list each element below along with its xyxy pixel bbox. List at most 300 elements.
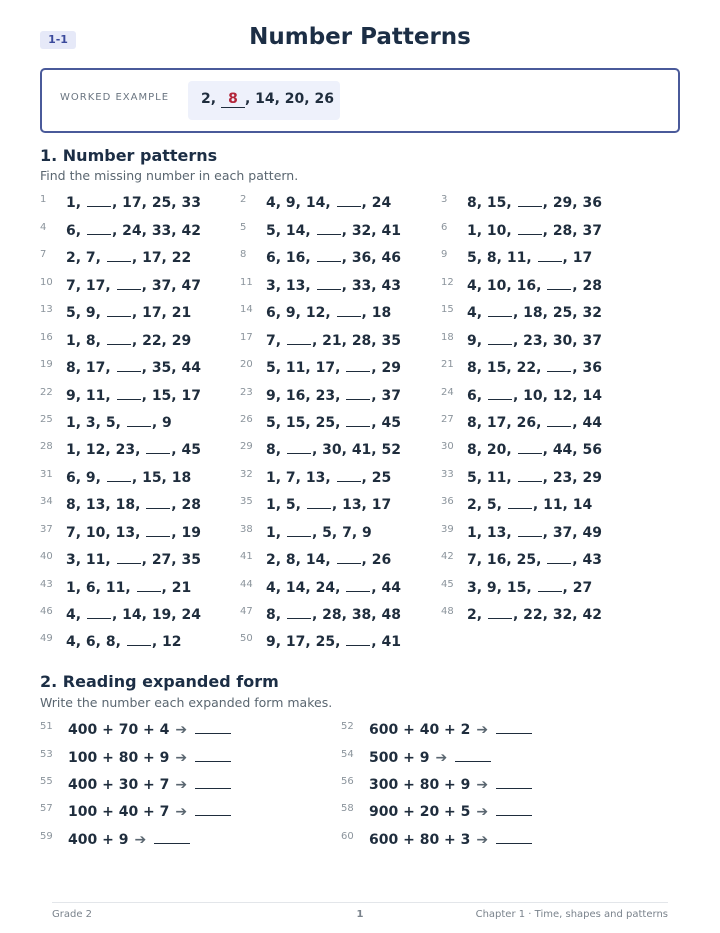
pattern-start: 2, (467, 607, 483, 623)
pattern-start: 4, (66, 607, 82, 623)
item-number: 55 (40, 776, 53, 787)
item-number: 19 (40, 359, 53, 370)
arrow-right-icon: ➔ (175, 804, 188, 820)
item-number: 5 (240, 222, 247, 233)
pattern-end: 30, 41, 52 (322, 442, 401, 458)
item-number: 31 (40, 469, 53, 480)
answer-blank[interactable] (317, 250, 341, 262)
item-number: 37 (40, 524, 53, 535)
pattern-end: 41 (381, 634, 401, 650)
pattern-sequence: 6, , 10, 12, 14 (467, 388, 602, 404)
pattern-end: 28 (181, 497, 201, 513)
pattern-start: 5, 8, 11, (467, 250, 532, 266)
footer-chapter: Chapter 1 · Time, shapes and patterns (475, 909, 668, 920)
answer-blank[interactable] (518, 195, 542, 207)
item-number: 22 (40, 387, 53, 398)
answer-blank[interactable] (287, 442, 311, 454)
item-number: 50 (240, 633, 253, 644)
answer-blank[interactable] (127, 634, 151, 646)
answer-blank[interactable] (488, 305, 512, 317)
example-after: , 14, 20, 26 (244, 91, 334, 107)
item-number: 12 (441, 277, 454, 288)
arrow-right-icon: ➔ (435, 750, 448, 766)
arrow-right-icon: ➔ (175, 750, 188, 766)
answer-blank[interactable] (508, 497, 532, 509)
pattern-sequence: 8, 13, 18, , 28 (66, 497, 201, 513)
answer-blank[interactable] (496, 832, 532, 844)
pattern-start: 7, 17, (66, 278, 111, 294)
arrow-right-icon: ➔ (476, 832, 489, 848)
expanded-form (369, 832, 532, 848)
answer-blank[interactable] (337, 195, 361, 207)
pattern-start: 7, 16, 25, (467, 552, 542, 568)
pattern-sequence: 1, 5, , 13, 17 (266, 497, 392, 513)
section-2-title: 2. Reading expanded form (40, 672, 279, 691)
pattern-start: 8, 17, (66, 360, 111, 376)
pattern-start: 6, (66, 223, 82, 239)
pattern-start: 1, 8, (66, 333, 101, 349)
item-number: 38 (240, 524, 253, 535)
pattern-start: 8, 15, (467, 195, 512, 211)
answer-blank[interactable] (195, 804, 231, 816)
section-1-title: 1. Number patterns (40, 146, 218, 165)
item-number: 44 (240, 579, 253, 590)
answer-blank[interactable] (337, 470, 361, 482)
pattern-start: 5, 11, 17, (266, 360, 341, 376)
pattern-end: 22, 29 (142, 333, 192, 349)
item-number: 42 (441, 551, 454, 562)
item-number: 16 (40, 332, 53, 343)
pattern-end: 44, 56 (552, 442, 602, 458)
arrow-right-icon: ➔ (175, 777, 188, 793)
item-number: 35 (240, 496, 253, 507)
item-number: 54 (341, 749, 354, 760)
pattern-start: 5, 9, (66, 305, 101, 321)
pattern-end: 44 (381, 580, 401, 596)
item-number: 7 (40, 249, 47, 260)
answer-blank[interactable] (547, 360, 571, 372)
expanded-form (68, 777, 231, 793)
pattern-end: 15, 18 (142, 470, 192, 486)
answer-blank[interactable] (137, 580, 161, 592)
pattern-end: 14, 19, 24 (122, 607, 201, 623)
item-number: 17 (240, 332, 253, 343)
item-number: 24 (441, 387, 454, 398)
expanded-form (369, 777, 532, 793)
pattern-sequence: 2, 5, , 11, 14 (467, 497, 593, 513)
pattern-end: 44 (582, 415, 602, 431)
pattern-end: 17, 21 (142, 305, 192, 321)
answer-blank[interactable] (518, 470, 542, 482)
pattern-start: 2, 7, (66, 250, 101, 266)
pattern-sequence: 8, 20, , 44, 56 (467, 442, 602, 458)
item-number: 57 (40, 803, 53, 814)
item-number: 60 (341, 831, 354, 842)
pattern-sequence: 1, 3, 5, , 9 (66, 415, 172, 431)
pattern-start: 9, (467, 333, 483, 349)
answer-blank[interactable] (117, 278, 141, 290)
pattern-start: 6, 9, 12, (266, 305, 331, 321)
pattern-start: 8, 13, 18, (66, 497, 141, 513)
item-number: 33 (441, 469, 454, 480)
pattern-end: 29 (381, 360, 401, 376)
expanded-form (369, 750, 491, 766)
pattern-end: 28, 38, 48 (322, 607, 401, 623)
pattern-start: 1, 13, (467, 525, 512, 541)
answer-blank[interactable] (496, 777, 532, 789)
pattern-end: 21 (171, 580, 192, 596)
item-number: 48 (441, 606, 454, 617)
pattern-start: 4, 9, 14, (266, 195, 331, 211)
pattern-sequence: 1, 13, , 37, 49 (467, 525, 602, 541)
pattern-end: 43 (582, 552, 602, 568)
pattern-end: 18, 25, 32 (523, 305, 602, 321)
answer-blank[interactable] (317, 278, 341, 290)
answer-blank[interactable] (496, 804, 532, 816)
item-number: 29 (240, 441, 253, 452)
answer-blank[interactable] (488, 333, 512, 345)
pattern-sequence: 5, 11, , 23, 29 (467, 470, 602, 486)
expanded-form (68, 750, 231, 766)
pattern-sequence: 2, , 22, 32, 42 (467, 607, 602, 623)
arrow-right-icon: ➔ (175, 722, 188, 738)
pattern-end: 17 (572, 250, 593, 266)
pattern-start: 2, 8, 14, (266, 552, 331, 568)
pattern-end: 5, 7, 9 (322, 525, 372, 541)
expanded-form (369, 722, 532, 738)
pattern-start: 5, 11, (467, 470, 512, 486)
pattern-start: 3, 11, (66, 552, 111, 568)
item-number: 59 (40, 831, 53, 842)
pattern-sequence: 7, 10, 13, , 19 (66, 525, 201, 541)
answer-blank[interactable] (346, 580, 370, 592)
answer-blank[interactable] (146, 442, 170, 454)
answer-blank[interactable] (146, 525, 170, 537)
pattern-end: 35, 44 (151, 360, 201, 376)
item-number: 20 (240, 359, 253, 370)
pattern-end: 11, 14 (543, 497, 593, 513)
answer-blank[interactable] (496, 722, 532, 734)
example-before: 2, (201, 91, 221, 107)
pattern-sequence: 1, 6, 11, , 21 (66, 580, 192, 596)
pattern-start: 5, 15, 25, (266, 415, 341, 431)
pattern-end: 27, 35 (151, 552, 201, 568)
pattern-end: 10, 12, 14 (523, 388, 602, 404)
pattern-sequence: 3, 13, , 33, 43 (266, 278, 401, 294)
pattern-sequence: 3, 9, 15, , 27 (467, 580, 593, 596)
arrow-right-icon: ➔ (476, 804, 489, 820)
pattern-sequence: 9, 17, 25, , 41 (266, 634, 401, 650)
item-number: 26 (240, 414, 253, 425)
example-answer: 8 (221, 91, 245, 108)
pattern-end: 24, 33, 42 (122, 223, 201, 239)
answer-blank[interactable] (195, 777, 231, 789)
pattern-end: 37, 49 (552, 525, 602, 541)
pattern-end: 25 (371, 470, 392, 486)
footer-divider (52, 902, 668, 903)
expanded-form (68, 722, 231, 738)
item-number: 14 (240, 304, 253, 315)
answer-blank[interactable] (107, 305, 131, 317)
pattern-start: 3, 13, (266, 278, 311, 294)
pattern-sequence: 8, 15, 22, , 36 (467, 360, 602, 376)
pattern-sequence: 3, 11, , 27, 35 (66, 552, 201, 568)
lesson-badge: 1-1 (40, 31, 76, 49)
pattern-end: 12 (162, 634, 182, 650)
answer-blank[interactable] (538, 580, 562, 592)
answer-blank[interactable] (117, 388, 141, 400)
pattern-sequence: 5, 9, , 17, 21 (66, 305, 192, 321)
pattern-end: 26 (371, 552, 392, 568)
item-number: 43 (40, 579, 53, 590)
pattern-sequence: 9, , 23, 30, 37 (467, 333, 602, 349)
pattern-start: 8, 15, 22, (467, 360, 542, 376)
pattern-end: 18 (371, 305, 392, 321)
item-number: 53 (40, 749, 53, 760)
pattern-sequence: 4, 6, 8, , 12 (66, 634, 182, 650)
item-number: 41 (240, 551, 253, 562)
expanded-expression: 400 + 9 (68, 832, 129, 848)
item-number: 52 (341, 721, 354, 732)
answer-blank[interactable] (518, 442, 542, 454)
pattern-start: 7, 10, 13, (66, 525, 141, 541)
pattern-end: 23, 30, 37 (523, 333, 602, 349)
pattern-start: 8, 20, (467, 442, 512, 458)
item-number: 49 (40, 633, 53, 644)
item-number: 58 (341, 803, 354, 814)
answer-blank[interactable] (117, 360, 141, 372)
answer-blank[interactable] (146, 497, 170, 509)
answer-blank[interactable] (154, 832, 190, 844)
answer-blank[interactable] (547, 278, 571, 290)
item-number: 9 (441, 249, 448, 260)
pattern-start: 9, 11, (66, 388, 111, 404)
answer-blank[interactable] (337, 305, 361, 317)
pattern-end: 37 (381, 388, 401, 404)
pattern-sequence: 8, 17, , 35, 44 (66, 360, 201, 376)
worked-example-label: WORKED EXAMPLE (60, 92, 170, 103)
pattern-end: 23, 29 (552, 470, 602, 486)
pattern-sequence: 4, , 14, 19, 24 (66, 607, 201, 623)
answer-blank[interactable] (287, 333, 311, 345)
item-number: 40 (40, 551, 53, 562)
pattern-sequence: 1, , 5, 7, 9 (266, 525, 372, 541)
item-number: 8 (240, 249, 247, 260)
answer-blank[interactable] (107, 470, 131, 482)
item-number: 39 (441, 524, 454, 535)
answer-blank[interactable] (107, 333, 131, 345)
pattern-start: 9, 16, 23, (266, 388, 341, 404)
pattern-end: 19 (181, 525, 201, 541)
expanded-form (68, 804, 231, 820)
pattern-start: 8, (266, 442, 282, 458)
pattern-sequence: 6, 9, , 15, 18 (66, 470, 192, 486)
answer-blank[interactable] (538, 250, 562, 262)
arrow-right-icon: ➔ (476, 777, 489, 793)
item-number: 45 (441, 579, 454, 590)
arrow-right-icon: ➔ (476, 722, 489, 738)
pattern-end: 29, 36 (552, 195, 602, 211)
item-number: 6 (441, 222, 448, 233)
answer-blank[interactable] (346, 415, 370, 427)
answer-blank[interactable] (87, 607, 111, 619)
pattern-end: 21, 28, 35 (322, 333, 401, 349)
pattern-sequence: 6, 16, , 36, 46 (266, 250, 401, 266)
pattern-sequence: 8, , 30, 41, 52 (266, 442, 401, 458)
pattern-sequence: 7, 17, , 37, 47 (66, 278, 201, 294)
pattern-end: 22, 32, 42 (523, 607, 602, 623)
pattern-start: 8, (266, 607, 282, 623)
answer-blank[interactable] (518, 525, 542, 537)
pattern-start: 6, 16, (266, 250, 311, 266)
answer-blank[interactable] (488, 607, 512, 619)
pattern-sequence: 5, 11, 17, , 29 (266, 360, 401, 376)
answer-blank[interactable] (547, 415, 571, 427)
expanded-expression: 100 + 40 + 7 (68, 804, 170, 820)
item-number: 18 (441, 332, 454, 343)
expanded-expression: 600 + 40 + 2 (369, 722, 471, 738)
pattern-sequence: 8, 15, , 29, 36 (467, 195, 602, 211)
pattern-sequence: 1, 10, , 28, 37 (467, 223, 602, 239)
item-number: 3 (441, 194, 448, 205)
pattern-sequence: 9, 11, , 15, 17 (66, 388, 201, 404)
pattern-start: 6, 9, (66, 470, 101, 486)
item-number: 11 (240, 277, 253, 288)
pattern-start: 1, 3, 5, (66, 415, 121, 431)
pattern-start: 8, 17, 26, (467, 415, 542, 431)
pattern-start: 1, 6, 11, (66, 580, 131, 596)
answer-blank[interactable] (287, 525, 311, 537)
page-title: Number Patterns (249, 24, 471, 50)
expanded-form (68, 832, 190, 848)
pattern-end: 15, 17 (151, 388, 201, 404)
item-number: 10 (40, 277, 53, 288)
answer-blank[interactable] (127, 415, 151, 427)
answer-blank[interactable] (287, 607, 311, 619)
section-2-instructions: Write the number each expanded form makes. (40, 695, 333, 710)
item-number: 30 (441, 441, 454, 452)
expanded-expression: 500 + 9 (369, 750, 430, 766)
footer-page-number: 1 (356, 909, 364, 920)
pattern-sequence: 8, 17, 26, , 44 (467, 415, 602, 431)
item-number: 15 (441, 304, 454, 315)
item-number: 27 (441, 414, 454, 425)
answer-blank[interactable] (518, 223, 542, 235)
pattern-end: 32, 41 (351, 223, 401, 239)
pattern-sequence: 5, 15, 25, , 45 (266, 415, 401, 431)
pattern-sequence: 1, 7, 13, , 25 (266, 470, 392, 486)
item-number: 46 (40, 606, 53, 617)
pattern-start: 1, (66, 195, 82, 211)
pattern-end: 24 (371, 195, 392, 211)
expanded-form (369, 804, 532, 820)
answer-blank[interactable] (547, 552, 571, 564)
item-number: 23 (240, 387, 253, 398)
item-number: 13 (40, 304, 53, 315)
footer-grade: Grade 2 (52, 909, 93, 920)
answer-blank[interactable] (195, 750, 231, 762)
answer-blank[interactable] (455, 750, 491, 762)
item-number: 47 (240, 606, 253, 617)
pattern-sequence: 9, 16, 23, , 37 (266, 388, 401, 404)
pattern-start: 9, 17, 25, (266, 634, 341, 650)
pattern-start: 2, 5, (467, 497, 502, 513)
answer-blank[interactable] (346, 634, 370, 646)
answer-blank[interactable] (317, 223, 341, 235)
item-number: 36 (441, 496, 454, 507)
pattern-start: 3, 9, 15, (467, 580, 532, 596)
answer-blank[interactable] (117, 552, 141, 564)
expanded-expression: 900 + 20 + 5 (369, 804, 471, 820)
pattern-end: 45 (381, 415, 401, 431)
worked-example-box (40, 68, 680, 133)
pattern-start: 4, 10, 16, (467, 278, 542, 294)
pattern-end: 9 (162, 415, 172, 431)
pattern-sequence: 5, 14, , 32, 41 (266, 223, 401, 239)
item-number: 1 (40, 194, 47, 205)
expanded-expression: 400 + 70 + 4 (68, 722, 170, 738)
answer-blank[interactable] (107, 250, 131, 262)
pattern-end: 13, 17 (342, 497, 392, 513)
pattern-start: 7, (266, 333, 282, 349)
answer-blank[interactable] (195, 722, 231, 734)
arrow-right-icon: ➔ (134, 832, 147, 848)
expanded-expression: 400 + 30 + 7 (68, 777, 170, 793)
pattern-sequence: 1, 8, , 22, 29 (66, 333, 192, 349)
item-number: 4 (40, 222, 47, 233)
pattern-sequence: 4, 10, 16, , 28 (467, 278, 602, 294)
item-number: 25 (40, 414, 53, 425)
answer-blank[interactable] (87, 195, 111, 207)
section-1-instructions: Find the missing number in each pattern. (40, 168, 299, 183)
answer-blank[interactable] (307, 497, 331, 509)
pattern-end: 27 (572, 580, 593, 596)
pattern-start: 5, 14, (266, 223, 311, 239)
item-number: 34 (40, 496, 53, 507)
pattern-end: 28 (582, 278, 602, 294)
pattern-sequence: 7, , 21, 28, 35 (266, 333, 401, 349)
pattern-sequence: 5, 8, 11, , 17 (467, 250, 593, 266)
pattern-sequence: 4, 9, 14, , 24 (266, 195, 392, 211)
answer-blank[interactable] (346, 360, 370, 372)
pattern-sequence: 6, , 24, 33, 42 (66, 223, 201, 239)
pattern-sequence: 8, , 28, 38, 48 (266, 607, 401, 623)
expanded-expression: 300 + 80 + 9 (369, 777, 471, 793)
pattern-sequence: 2, 8, 14, , 26 (266, 552, 392, 568)
pattern-sequence: 1, , 17, 25, 33 (66, 195, 201, 211)
pattern-end: 17, 22 (142, 250, 192, 266)
answer-blank[interactable] (346, 388, 370, 400)
pattern-start: 4, 14, 24, (266, 580, 341, 596)
pattern-sequence: 7, 16, 25, , 43 (467, 552, 602, 568)
pattern-end: 33, 43 (351, 278, 401, 294)
item-number: 32 (240, 469, 253, 480)
answer-blank[interactable] (337, 552, 361, 564)
pattern-sequence: 4, 14, 24, , 44 (266, 580, 401, 596)
pattern-start: 1, (266, 525, 282, 541)
pattern-start: 1, 10, (467, 223, 512, 239)
pattern-sequence: 4, , 18, 25, 32 (467, 305, 602, 321)
answer-blank[interactable] (488, 388, 512, 400)
pattern-end: 36, 46 (351, 250, 401, 266)
pattern-sequence: 2, 7, , 17, 22 (66, 250, 192, 266)
item-number: 28 (40, 441, 53, 452)
pattern-end: 45 (181, 442, 201, 458)
pattern-start: 1, 12, 23, (66, 442, 141, 458)
pattern-start: 1, 5, (266, 497, 301, 513)
pattern-start: 6, (467, 388, 483, 404)
answer-blank[interactable] (87, 223, 111, 235)
